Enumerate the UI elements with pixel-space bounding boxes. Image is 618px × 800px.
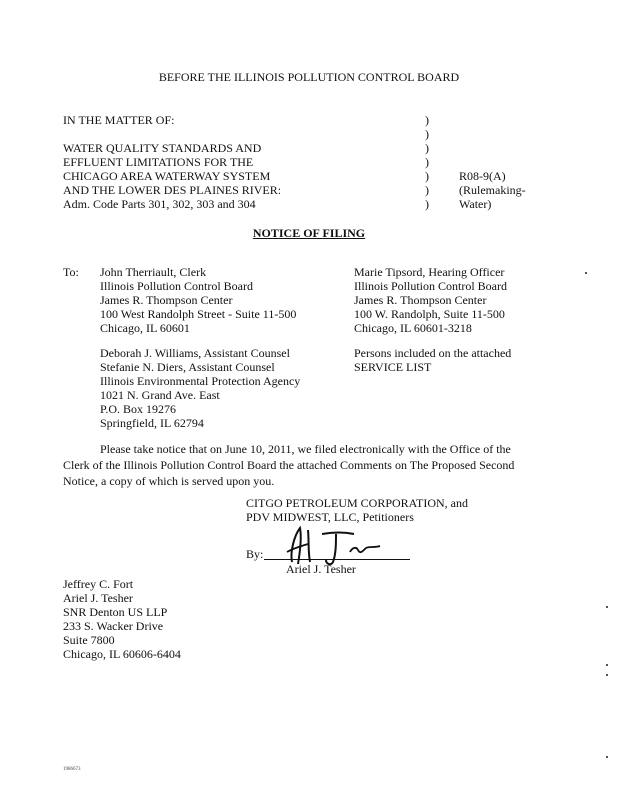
address-line: 100 W. Randolph, Suite 11-500 bbox=[354, 307, 505, 321]
caption-paren: ) bbox=[425, 169, 429, 183]
caption-paren: ) bbox=[425, 113, 429, 127]
caption-line-2: EFFLUENT LIMITATIONS FOR THE bbox=[63, 155, 254, 169]
address-line: Springfield, IL 62794 bbox=[100, 416, 204, 430]
caption-paren: ) bbox=[425, 127, 429, 141]
paragraph-line: Please take notice that on June 10, 2011, we filed electronically with the Office of the bbox=[100, 442, 511, 456]
paragraph-line: Notice, a copy of which is served upon you. bbox=[63, 474, 275, 488]
docket-type: Water) bbox=[459, 197, 492, 211]
address-line: James R. Thompson Center bbox=[100, 293, 233, 307]
caption-paren: ) bbox=[425, 155, 429, 169]
address-line: P.O. Box 19276 bbox=[100, 402, 177, 416]
address-line: 100 West Randolph Street - Suite 11-500 bbox=[100, 307, 297, 321]
address-line: Chicago, IL 60601-3218 bbox=[354, 321, 472, 335]
scan-speck bbox=[606, 756, 608, 758]
address-line: Persons included on the attached bbox=[354, 346, 512, 360]
attorney-line: Chicago, IL 60606-6404 bbox=[63, 647, 181, 661]
matter-label: IN THE MATTER OF: bbox=[63, 113, 175, 127]
scan-speck bbox=[606, 674, 608, 676]
address-line: Deborah J. Williams, Assistant Counsel bbox=[100, 346, 290, 360]
recipient-service-list bbox=[354, 346, 511, 374]
caption-line-3: CHICAGO AREA WATERWAY SYSTEM bbox=[63, 169, 271, 183]
attorney-line: 233 S. Wacker Drive bbox=[63, 619, 164, 633]
scan-speck bbox=[606, 606, 608, 608]
notice-paragraph bbox=[63, 442, 523, 490]
docket-type: (Rulemaking- bbox=[459, 183, 526, 197]
address-line: SERVICE LIST bbox=[354, 360, 432, 374]
caption-line-5: Adm. Code Parts 301, 302, 303 and 304 bbox=[63, 197, 256, 211]
attorney-block bbox=[63, 577, 181, 661]
caption-paren: ) bbox=[425, 141, 429, 155]
address-line: Illinois Pollution Control Board bbox=[354, 279, 508, 293]
caption-line-1: WATER QUALITY STANDARDS AND bbox=[63, 141, 262, 155]
footer-doc-code: 1986673 bbox=[63, 767, 81, 772]
address-line: Stefanie N. Diers, Assistant Counsel bbox=[100, 360, 275, 374]
scan-speck bbox=[606, 664, 608, 666]
notice-title: NOTICE OF FILING bbox=[252, 226, 366, 240]
signer-name: Ariel J. Tesher bbox=[286, 562, 356, 576]
caption-paren: ) bbox=[425, 197, 429, 211]
address-line: 1021 N. Grand Ave. East bbox=[100, 388, 220, 402]
address-line: Illinois Pollution Control Board bbox=[100, 279, 254, 293]
caption-line-4: AND THE LOWER DES PLAINES RIVER: bbox=[63, 183, 282, 197]
recipient-iepa bbox=[100, 346, 300, 430]
scan-speck bbox=[585, 272, 587, 274]
docket-number: R08-9(A) bbox=[459, 169, 506, 183]
attorney-line: Jeffrey C. Fort bbox=[63, 577, 134, 591]
petitioner-line-1: CITGO PETROLEUM CORPORATION, and bbox=[246, 496, 468, 510]
board-title: BEFORE THE ILLINOIS POLLUTION CONTROL BOARD bbox=[158, 70, 460, 84]
address-line: James R. Thompson Center bbox=[354, 293, 487, 307]
attorney-line: Ariel J. Tesher bbox=[63, 591, 133, 605]
recipient-clerk bbox=[100, 265, 296, 335]
attorney-line: SNR Denton US LLP bbox=[63, 605, 168, 619]
petitioner-line-2: PDV MIDWEST, LLC, Petitioners bbox=[246, 510, 414, 524]
by-label: By: bbox=[246, 547, 264, 561]
recipient-hearing-officer bbox=[354, 265, 507, 335]
paragraph-line: Clerk of the Illinois Pollution Control Board the attached Comments on The Proposed Second bbox=[63, 458, 515, 472]
address-line: John Therriault, Clerk bbox=[100, 265, 207, 279]
address-line: Illinois Environmental Protection Agency bbox=[100, 374, 301, 388]
to-label: To: bbox=[63, 265, 79, 279]
address-line: Chicago, IL 60601 bbox=[100, 321, 190, 335]
address-line: Marie Tipsord, Hearing Officer bbox=[354, 265, 505, 279]
attorney-line: Suite 7800 bbox=[63, 633, 115, 647]
caption-paren: ) bbox=[425, 183, 429, 197]
